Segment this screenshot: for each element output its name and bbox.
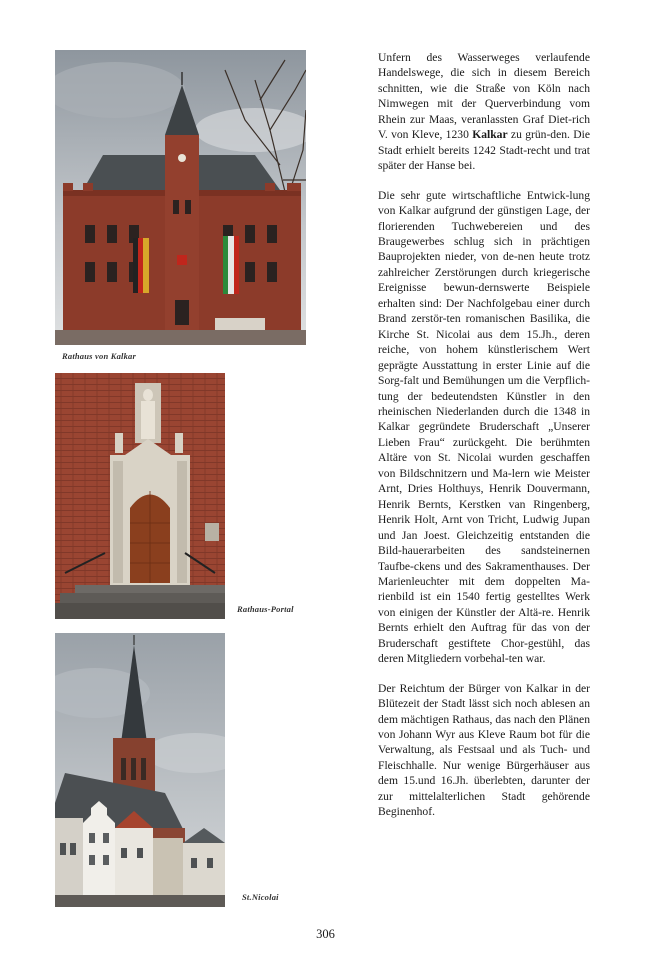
caption-rathaus-portal: Rathaus-Portal bbox=[237, 604, 294, 614]
paragraph-3: Der Reichtum der Bürger von Kalkar in der Blütezeit der Stadt lässt sich noch ablesen an dem mächtigen Rathaus, das nach den Plänen von Johann Wyr aus Kleve Raum bot für die Verwaltung, als Festsaal und als Tuch- und Fleischhalle. Nur wenige Bürgerhäuser aus dem 15.und 16.Jh. überlebten, darunter der zur mittelalterlichen Stadt gehörende Beginenhof. bbox=[378, 681, 590, 819]
page-number: 306 bbox=[316, 927, 335, 941]
photo-rathaus bbox=[55, 50, 306, 345]
text-column bbox=[378, 50, 590, 834]
photo-st-nicolai bbox=[55, 633, 225, 907]
paragraph-1-part-b: zu grün-den. Die Stadt erhielt bereits 1242 Stadt-recht und trat später der Hanse bei. bbox=[378, 128, 590, 173]
paragraph-2: Die sehr gute wirtschaftliche Entwick-lung von Kalkar aufgrund der günstigen Lage, der florierenden Tuchwebereien und des Braugewerbes schlug sich in prächtigen Bauprojekten nieder, von de-nen heute trotz zahlreicher Zerstörungen durch kriegerische Ereignisse bewun-dernswerte Beispiele erhalten sind: Der Nachfolgebau einer durch Brand zerstör-ten romanischen Basilika, die Kirche St. Nicolai aus dem 15.Jh., deren reiche, von hohem künstlerischem Wert geprägte Ausstattung in erster Linie auf die Sorg-falt und Bemühungen um die Verpflich-tung der bedeutendsten Künstler in den rheinischen Niederlanden durch die 1348 in Kalkar gegründete Bruderschaft „Unserer Lieben Frau“ zurückgeht. Die berühmten Altäre von St. Nicolai wurden geschaffen von Bildschnitzern und Ma-lern wie Meister Arnt, Dries Holthuys, Henrik Douvermann, Henrik Bernts, Kerstken van Ringenberg, Henrik Holt, Arnt von Tricht, Ludwig Jupan und Jan Joest. Gleichzeitig entstanden die Bild-hauerarbeiten des sandsteinernen Taufbe-ckens und des Sakramenthauses. Der Marienleuchter mit dem doppelten Ma-rienbild ist ein 1540 fertig gestelltes Werk von einigen der Künstler der Altä-re. Henrik Bernts erhielt den Auftrag für das von der Bruderschaft gestiftete Chor-gestühl, das deren Mitgliedern vorbehal-ten war. bbox=[378, 188, 590, 666]
caption-st-nicolai: St.Nicolai bbox=[242, 892, 279, 902]
photo-rathaus-portal bbox=[55, 373, 225, 619]
caption-rathaus: Rathaus von Kalkar bbox=[62, 351, 136, 361]
paragraph-1 bbox=[378, 50, 590, 174]
paragraph-1-bold-kalkar: Kalkar bbox=[472, 128, 508, 142]
paragraph-1-part-a: Unfern des Wasserweges verlaufende Handelswege, die sich in diesem Bereich schnitten, wie die Straße von Köln nach Nimwegen mit der Querverbindung vom Rhein zur Maas, veranlassten Graf Diet-rich V. von Kleve, 1230 bbox=[378, 51, 590, 142]
